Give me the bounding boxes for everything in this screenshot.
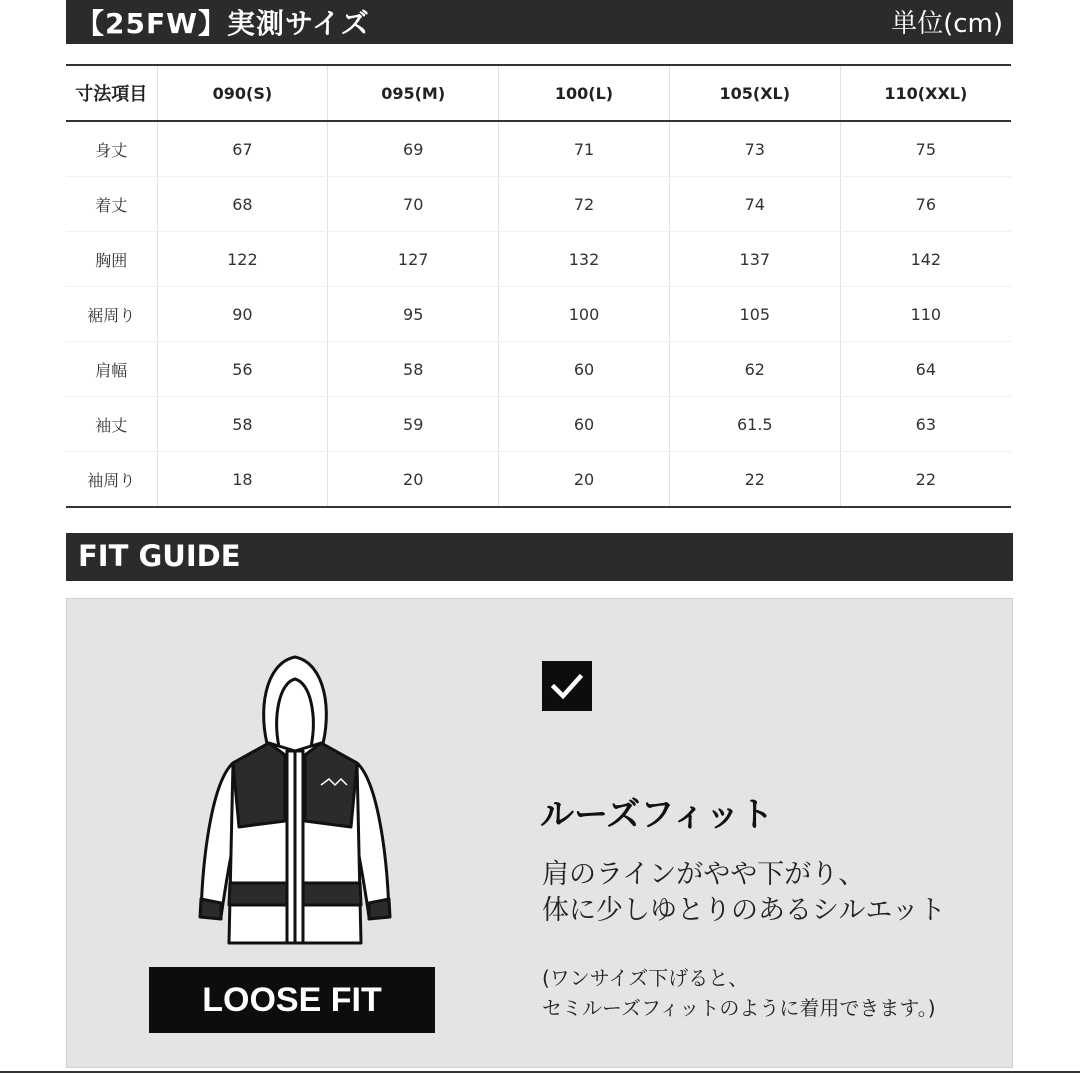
- table-cell: 58: [328, 342, 499, 397]
- fit-note-line: セミルーズフィットのように着用できます。): [542, 996, 936, 1020]
- row-label: 着丈: [66, 177, 157, 232]
- row-label: 裾周り: [66, 287, 157, 342]
- column-header-size: 100(L): [499, 65, 670, 121]
- fit-description: [542, 857, 946, 929]
- table-cell: 62: [669, 342, 840, 397]
- table-cell: 137: [669, 232, 840, 287]
- table-cell: 73: [669, 121, 840, 177]
- table-cell: 68: [157, 177, 328, 232]
- column-header-size: 090(S): [157, 65, 328, 121]
- fit-guide-title: FIT GUIDE: [78, 539, 241, 573]
- fit-note-line: (ワンサイズ下げると、: [542, 966, 749, 990]
- table-cell: 58: [157, 397, 328, 452]
- size-table: [66, 64, 1011, 508]
- table-cell: 67: [157, 121, 328, 177]
- fit-note: [542, 963, 936, 1023]
- bottom-divider: [0, 1071, 1080, 1073]
- size-header-title: 【25FW】実測サイズ: [76, 7, 370, 40]
- table-row: [66, 452, 1011, 508]
- row-label: 肩幅: [66, 342, 157, 397]
- column-header-size: 095(M): [328, 65, 499, 121]
- table-cell: 74: [669, 177, 840, 232]
- table-row: [66, 397, 1011, 452]
- fit-guide-header-bar: [66, 533, 1013, 581]
- table-cell: 59: [328, 397, 499, 452]
- loose-fit-badge: LOOSE FIT: [149, 967, 435, 1033]
- table-cell: 64: [840, 342, 1011, 397]
- table-cell: 75: [840, 121, 1011, 177]
- table-cell: 90: [157, 287, 328, 342]
- table-cell: 56: [157, 342, 328, 397]
- fit-guide-panel: [66, 598, 1013, 1068]
- table-cell: 22: [840, 452, 1011, 508]
- size-table-header-row: [66, 65, 1011, 121]
- row-label: 袖丈: [66, 397, 157, 452]
- table-cell: 60: [499, 342, 670, 397]
- column-header-size: 110(XXL): [840, 65, 1011, 121]
- table-cell: 20: [499, 452, 670, 508]
- table-cell: 22: [669, 452, 840, 508]
- table-cell: 60: [499, 397, 670, 452]
- table-row: [66, 177, 1011, 232]
- size-header-bar: [66, 0, 1013, 44]
- table-cell: 95: [328, 287, 499, 342]
- table-cell: 105: [669, 287, 840, 342]
- fit-description-line: 体に少しゆとりのあるシルエット: [542, 895, 946, 926]
- checkmark-icon: [542, 661, 592, 711]
- table-cell: 61.5: [669, 397, 840, 452]
- table-cell: 132: [499, 232, 670, 287]
- row-label: 身丈: [66, 121, 157, 177]
- table-cell: 127: [328, 232, 499, 287]
- table-row: [66, 232, 1011, 287]
- table-cell: 122: [157, 232, 328, 287]
- table-cell: 70: [328, 177, 499, 232]
- unit-label: 単位(cm): [891, 9, 1003, 39]
- table-row: [66, 121, 1011, 177]
- jacket-icon: [177, 651, 413, 951]
- row-label: 胸囲: [66, 232, 157, 287]
- fit-name: ルーズフィット: [540, 795, 774, 835]
- column-header-item: 寸法項目: [66, 65, 157, 121]
- table-row: [66, 287, 1011, 342]
- table-cell: 69: [328, 121, 499, 177]
- row-label: 袖周り: [66, 452, 157, 508]
- table-cell: 76: [840, 177, 1011, 232]
- table-cell: 100: [499, 287, 670, 342]
- fit-description-line: 肩のラインがやや下がり、: [542, 859, 866, 890]
- column-header-size: 105(XL): [669, 65, 840, 121]
- table-cell: 110: [840, 287, 1011, 342]
- table-cell: 20: [328, 452, 499, 508]
- table-cell: 63: [840, 397, 1011, 452]
- table-cell: 71: [499, 121, 670, 177]
- table-cell: 18: [157, 452, 328, 508]
- table-cell: 142: [840, 232, 1011, 287]
- table-row: [66, 342, 1011, 397]
- table-cell: 72: [499, 177, 670, 232]
